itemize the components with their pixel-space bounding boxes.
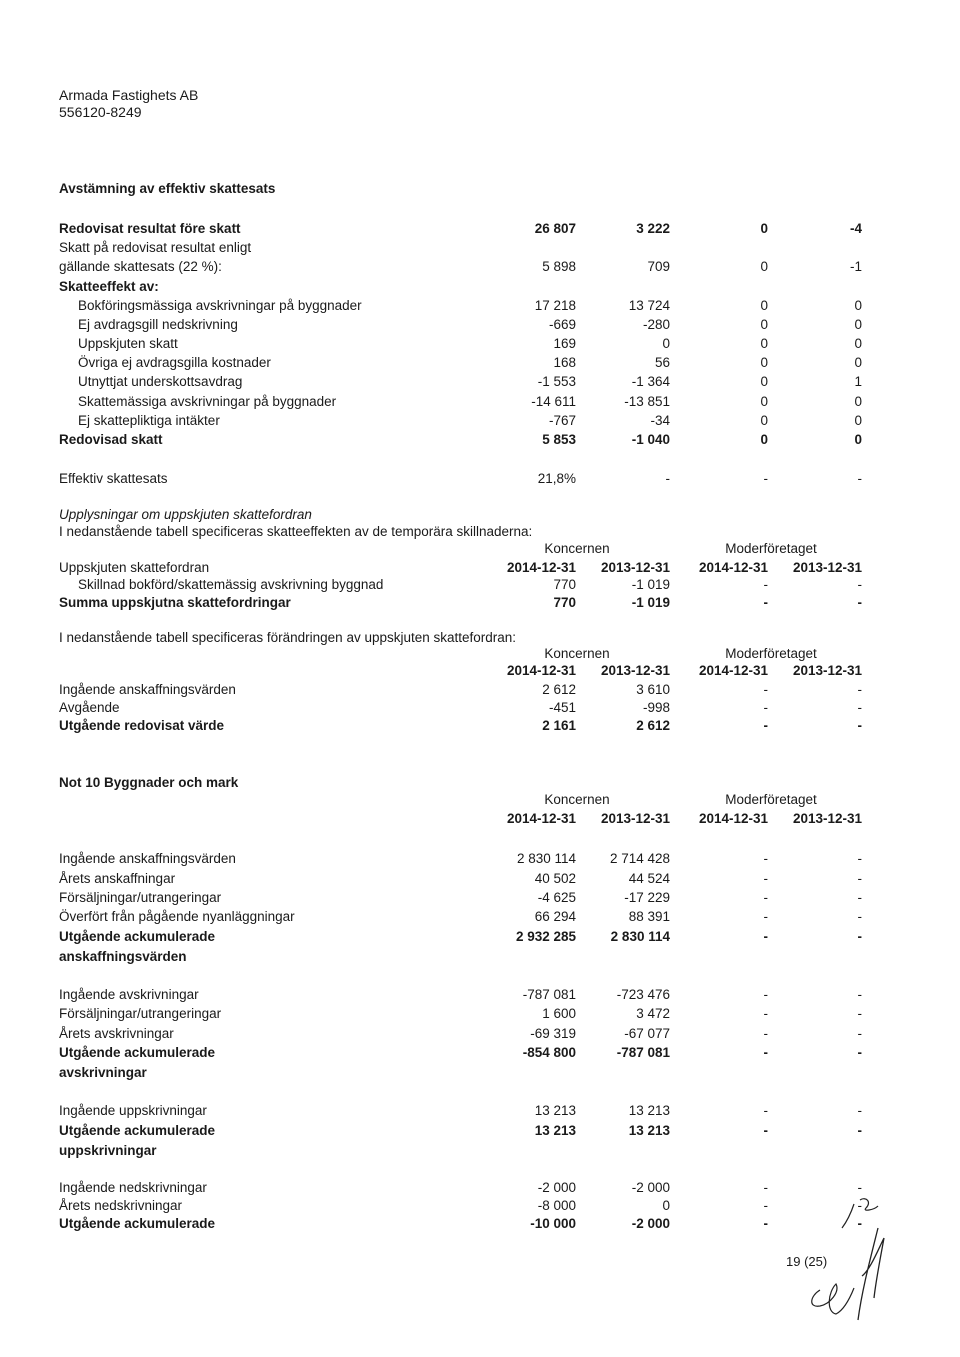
row-value: 2 830 114 [610,929,670,944]
row-value: - [763,1180,768,1195]
row-value: 0 [854,432,862,447]
row-value: 1 600 [542,1006,576,1021]
row-value: 0 [760,394,768,409]
row-label: Ingående nedskrivningar [59,1180,207,1195]
row-value: -67 077 [624,1026,670,1041]
row-value: 26 807 [534,221,576,236]
row-value: - [857,1026,862,1041]
row-value: -1 019 [631,577,670,592]
row-value: 66 294 [534,909,576,924]
row-label: Försäljningar/utrangeringar [59,890,222,905]
effective-value: - [763,471,768,486]
row-value: 13 213 [628,1103,670,1118]
row-value: - [763,700,768,715]
row-value: -1 553 [537,374,576,389]
row-value: 709 [647,259,670,274]
row-value: - [857,1006,862,1021]
row-value: 0 [854,355,862,370]
row-value: 17 218 [534,298,576,313]
row-value: - [763,1103,768,1118]
row-value: -34 [650,413,670,428]
group-koncernen: Koncernen [544,646,610,661]
column-date: 2013-12-31 [792,811,862,826]
row-label: Avgående [59,700,120,715]
column-date: 2013-12-31 [600,560,670,575]
row-value: - [857,871,862,886]
row-value: -10 000 [530,1216,576,1231]
column-date: 2013-12-31 [600,811,670,826]
row-value: - [763,1045,768,1060]
row-label: Överfört från pågående nyanläggningar [59,909,295,924]
row-value: - [763,718,768,733]
row-value: - [857,595,862,610]
row-value: 88 391 [628,909,670,924]
row-value: - [857,1103,862,1118]
row-value: -8 000 [537,1198,576,1213]
effective-value: - [857,471,862,486]
row-value: -69 319 [530,1026,576,1041]
row-label: Årets avskrivningar [59,1026,174,1041]
handwritten-initials-signature [800,1180,910,1330]
row-value: -4 625 [537,890,576,905]
row-value: 1 [854,374,862,389]
row-value: - [857,1045,862,1060]
row-label: Ingående uppskrivningar [59,1103,207,1118]
row-value: -1 364 [631,374,670,389]
row-label: Utgående ackumulerade [59,1045,216,1060]
row-value: 13 724 [628,298,670,313]
row-value: - [857,718,862,733]
row-label: Ingående avskrivningar [59,987,199,1002]
row-value: 0 [854,394,862,409]
effective-label: Effektiv skattesats [59,471,168,486]
row-value: - [857,1216,862,1231]
group-koncernen: Koncernen [544,541,610,556]
row-value: 2 714 428 [609,851,670,866]
group-moderforetaget: Moderföretaget [725,792,817,807]
row-label: Skatt på redovisat resultat enligt [59,240,252,255]
row-value: -17 229 [624,890,670,905]
row-value: 0 [760,259,768,274]
row-value: -767 [548,413,576,428]
row-label: Försäljningar/utrangeringar [59,1006,222,1021]
row-value: 13 213 [534,1123,576,1138]
row-label: Summa uppskjutna skattefordringar [59,595,291,610]
row-label: Årets anskaffningar [59,871,176,886]
row-value: 0 [760,432,768,447]
row-value: -854 800 [522,1045,576,1060]
row-value: 2 161 [542,718,576,733]
row-label: Skillnad bokförd/skattemässig avskrivning byggnad [78,577,384,592]
row-value: - [763,987,768,1002]
row-value: - [857,577,862,592]
row-value: -1 040 [631,432,670,447]
row-value: -13 851 [624,394,670,409]
row-value: -2 000 [537,1180,576,1195]
row-value: 5 853 [542,432,576,447]
column-date: 2013-12-31 [792,663,862,678]
row-value: 0 [854,317,862,332]
row-label: Ej skattepliktiga intäkter [78,413,220,428]
row-value: 3 472 [636,1006,670,1021]
effective-value: 21,8% [537,471,576,486]
row-value: 5 898 [542,259,576,274]
row-value: - [763,1123,768,1138]
row-value: -1 [849,259,862,274]
group-koncernen: Koncernen [544,792,610,807]
row-value: - [763,595,768,610]
row-value: 40 502 [534,871,576,886]
row-label: Skatteeffekt av: [59,279,159,294]
row-label: Utgående ackumulerade [59,1216,216,1231]
row-value: - [763,871,768,886]
row-value: -280 [642,317,670,332]
row-label: Skattemässiga avskrivningar på byggnader [78,394,337,409]
row-label: Utgående ackumulerade [59,1123,216,1138]
deferred-heading: Upplysningar om uppskjuten skattefordran [59,507,312,522]
row-label: uppskrivningar [59,1143,157,1158]
row-value: 56 [654,355,670,370]
row-value: - [857,851,862,866]
row-label: Årets nedskrivningar [59,1198,183,1213]
row-value: -14 611 [531,394,576,409]
row-value: - [857,1123,862,1138]
row-value: 0 [760,413,768,428]
row-value: 44 524 [628,871,670,886]
page-number: 19 (25) [786,1254,828,1269]
row-value: 0 [854,298,862,313]
row-value: 2 830 114 [516,851,576,866]
group-moderforetaget: Moderföretaget [725,646,817,661]
row-label: gällande skattesats (22 %): [59,259,222,274]
row-value: -998 [642,700,670,715]
row-value: 0 [760,336,768,351]
row-value: -1 019 [631,595,670,610]
row-value: -723 476 [616,987,670,1002]
row-value: 3 610 [636,682,670,697]
note10-title: Not 10 Byggnader och mark [59,775,239,790]
row-label: Redovisad skatt [59,432,163,447]
column-date: 2014-12-31 [506,663,576,678]
row-value: 0 [760,221,768,236]
row-value: 0 [854,336,862,351]
row-label: Redovisat resultat före skatt [59,221,241,236]
row-value: - [857,987,862,1002]
row-value: - [857,890,862,905]
column-date: 2013-12-31 [600,663,670,678]
row-value: -4 [849,221,862,236]
column-date: 2014-12-31 [506,560,576,575]
row-value: - [763,577,768,592]
row-value: 2 612 [542,682,576,697]
deferred-intro-1: I nedanstående tabell specificeras skatteeffekten av de temporära skillnaderna: [59,524,533,539]
company-name: Armada Fastighets AB [59,87,199,103]
column-date: 2014-12-31 [506,811,576,826]
row-label: avskrivningar [59,1065,147,1080]
row-value: 0 [854,413,862,428]
group-moderforetaget: Moderföretaget [725,541,817,556]
column-date: 2014-12-31 [698,663,768,678]
row-value: - [857,929,862,944]
row-label: Utgående redovisat värde [59,718,225,733]
row-value: - [857,1198,862,1213]
row-value: 770 [553,577,576,592]
row-label: anskaffningsvärden [59,949,187,964]
row-value: - [857,909,862,924]
row-value: - [763,1006,768,1021]
row-value: - [763,1216,768,1231]
row-value: -2 000 [631,1180,670,1195]
row-value: 169 [553,336,576,351]
row-value: - [763,890,768,905]
row-value: - [857,682,862,697]
row-value: - [857,1180,862,1195]
row-value: -669 [548,317,576,332]
row-value: 3 222 [636,221,670,236]
row-label: Ingående anskaffningsvärden [59,851,236,866]
row-value: 0 [760,355,768,370]
row-value: - [763,682,768,697]
row-value: - [763,1198,768,1213]
row-value: - [857,700,862,715]
row-value: 13 213 [628,1123,670,1138]
column-date: 2013-12-31 [792,560,862,575]
row-value: - [763,909,768,924]
row-value: 2 932 285 [515,929,576,944]
row-value: -787 081 [522,987,576,1002]
table-title: Uppskjuten skattefordran [59,560,210,575]
row-label: Utgående ackumulerade [59,929,216,944]
row-value: -787 081 [616,1045,670,1060]
row-value: 0 [760,374,768,389]
column-date: 2014-12-31 [698,560,768,575]
row-label: Ej avdragsgill nedskrivning [78,317,238,332]
row-value: 2 612 [636,718,670,733]
row-value: -451 [548,700,576,715]
row-label: Övriga ej avdragsgilla kostnader [78,355,271,370]
row-value: 0 [760,298,768,313]
row-value: - [763,851,768,866]
row-label: Utnyttjat underskottsavdrag [78,374,243,389]
row-label: Ingående anskaffningsvärden [59,682,236,697]
effective-value: - [665,471,670,486]
column-date: 2014-12-31 [698,811,768,826]
org-number: 556120-8249 [59,104,142,120]
row-label: Uppskjuten skatt [78,336,178,351]
row-value: 0 [662,1198,670,1213]
row-value: 168 [553,355,576,370]
row-value: 13 213 [534,1103,576,1118]
row-value: 770 [553,595,576,610]
row-value: 0 [662,336,670,351]
row-label: Bokföringsmässiga avskrivningar på byggnader [78,298,362,313]
row-value: 0 [760,317,768,332]
row-value: - [763,929,768,944]
row-value: -2 000 [631,1216,670,1231]
deferred-intro-2: I nedanstående tabell specificeras förändringen av uppskjuten skattefordran: [59,630,517,645]
tax-section-title: Avstämning av effektiv skattesats [59,181,276,196]
row-value: - [763,1026,768,1041]
